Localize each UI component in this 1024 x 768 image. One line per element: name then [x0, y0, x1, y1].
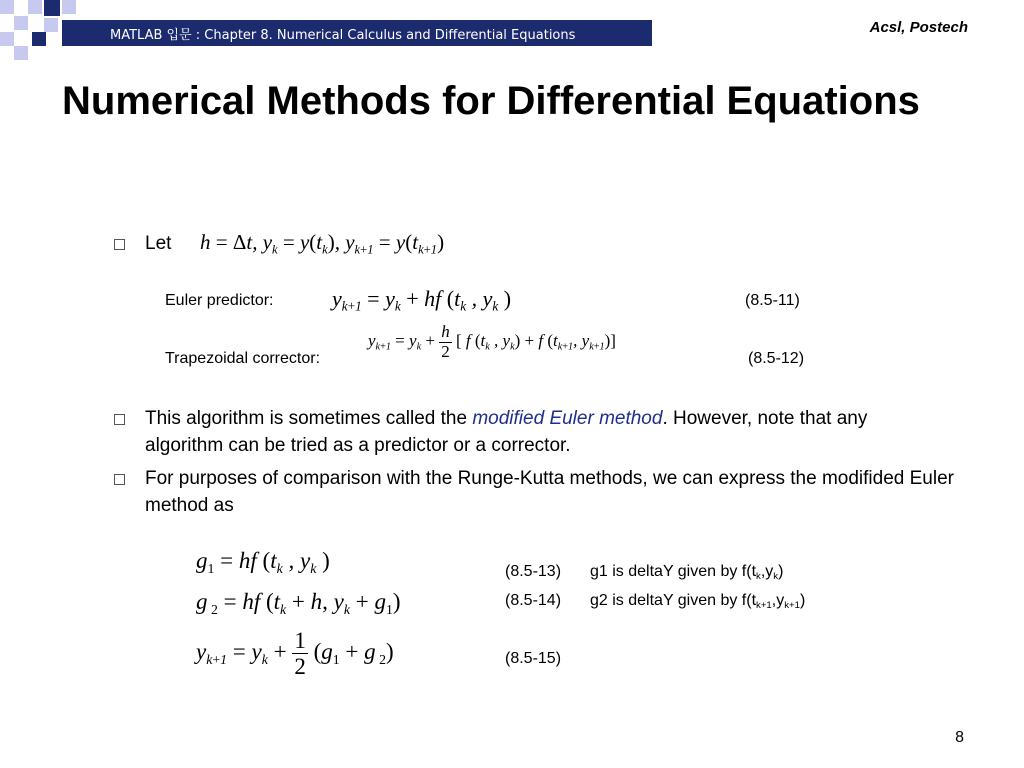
let-label: Let [145, 233, 172, 254]
bullet-text-pre: This algorithm is sometimes called the [145, 408, 473, 429]
deco-square [32, 32, 46, 46]
trapezoidal-corrector-equation: $y_{k+1} = y_k$ + $\frac{h}{2}$ [ f ($t_k$ , $y_k) + f$ ($t_{k+1}$, $y_{k+1}$)] [368, 322, 616, 361]
deco-square [28, 0, 42, 14]
deco-square [14, 46, 28, 60]
organization-label: Acsl, Postech [869, 19, 968, 36]
deco-square [44, 0, 60, 16]
bullet-let [145, 230, 171, 257]
bullet-comparison [145, 465, 965, 519]
equation-g2: g $_2$ = hf ($t_k + h$, $y_k + g_1$) [196, 589, 401, 617]
deco-square [14, 16, 28, 30]
header-banner-text: MATLAB 입문 : Chapter 8. Numerical Calculus and Differential Equations [110, 28, 576, 43]
bullet-modified-euler [145, 405, 945, 459]
euler-predictor-equation: $y_{k+1} = y_k$ + hf ($t_k$ , $y_k$ ) [332, 286, 512, 314]
modified-euler-emphasis: modified Euler method [472, 408, 663, 429]
trapezoidal-corrector-label: Trapezoidal corrector: [165, 350, 321, 367]
bullet-text-post: . However, note that any algorithm can be tried as a predictor or a corrector. [145, 408, 868, 456]
equation-g2-number: (8.5-14) [505, 592, 562, 609]
slide-title: Numerical Methods for Differential Equations [62, 79, 920, 123]
equation-g2-note: g2 is deltaY given by $f(t_{k+1},y_{k+1})$ [590, 592, 806, 611]
trapezoidal-equation-number: (8.5-12) [748, 350, 805, 367]
euler-predictor-label: Euler predictor: [165, 292, 274, 309]
deco-square [62, 0, 76, 14]
bullet-marker [114, 474, 125, 485]
let-equation: h = Δt, $y_k = y(t_k)$, $y_{k+1} = y(t_{k+1})$ [200, 230, 445, 257]
deco-square [44, 18, 58, 32]
equation-g1-number: (8.5-13) [505, 563, 562, 580]
euler-equation-number: (8.5-11) [745, 292, 800, 309]
equation-g1-note: g1 is deltaY given by $f(t_k,y_k)$ [590, 563, 784, 582]
equation-g1: $g_1$ = hf ($t_k$ , $y_k$ ) [196, 548, 330, 576]
bullet-marker [114, 414, 125, 425]
deco-square [0, 32, 14, 46]
deco-square [0, 0, 14, 14]
page-number: 8 [955, 729, 964, 746]
equation-yk1: $y_{k+1} = y_k$ + $\frac{1}{2}$ ($g_1 + g$ $_2$) [196, 628, 394, 680]
bullet-comparison-text: For purposes of comparison with the Runge-Kutta methods, we can express the modifided Euler method as [145, 468, 954, 516]
equation-yk1-number: (8.5-15) [505, 650, 562, 667]
bullet-marker [114, 239, 125, 250]
